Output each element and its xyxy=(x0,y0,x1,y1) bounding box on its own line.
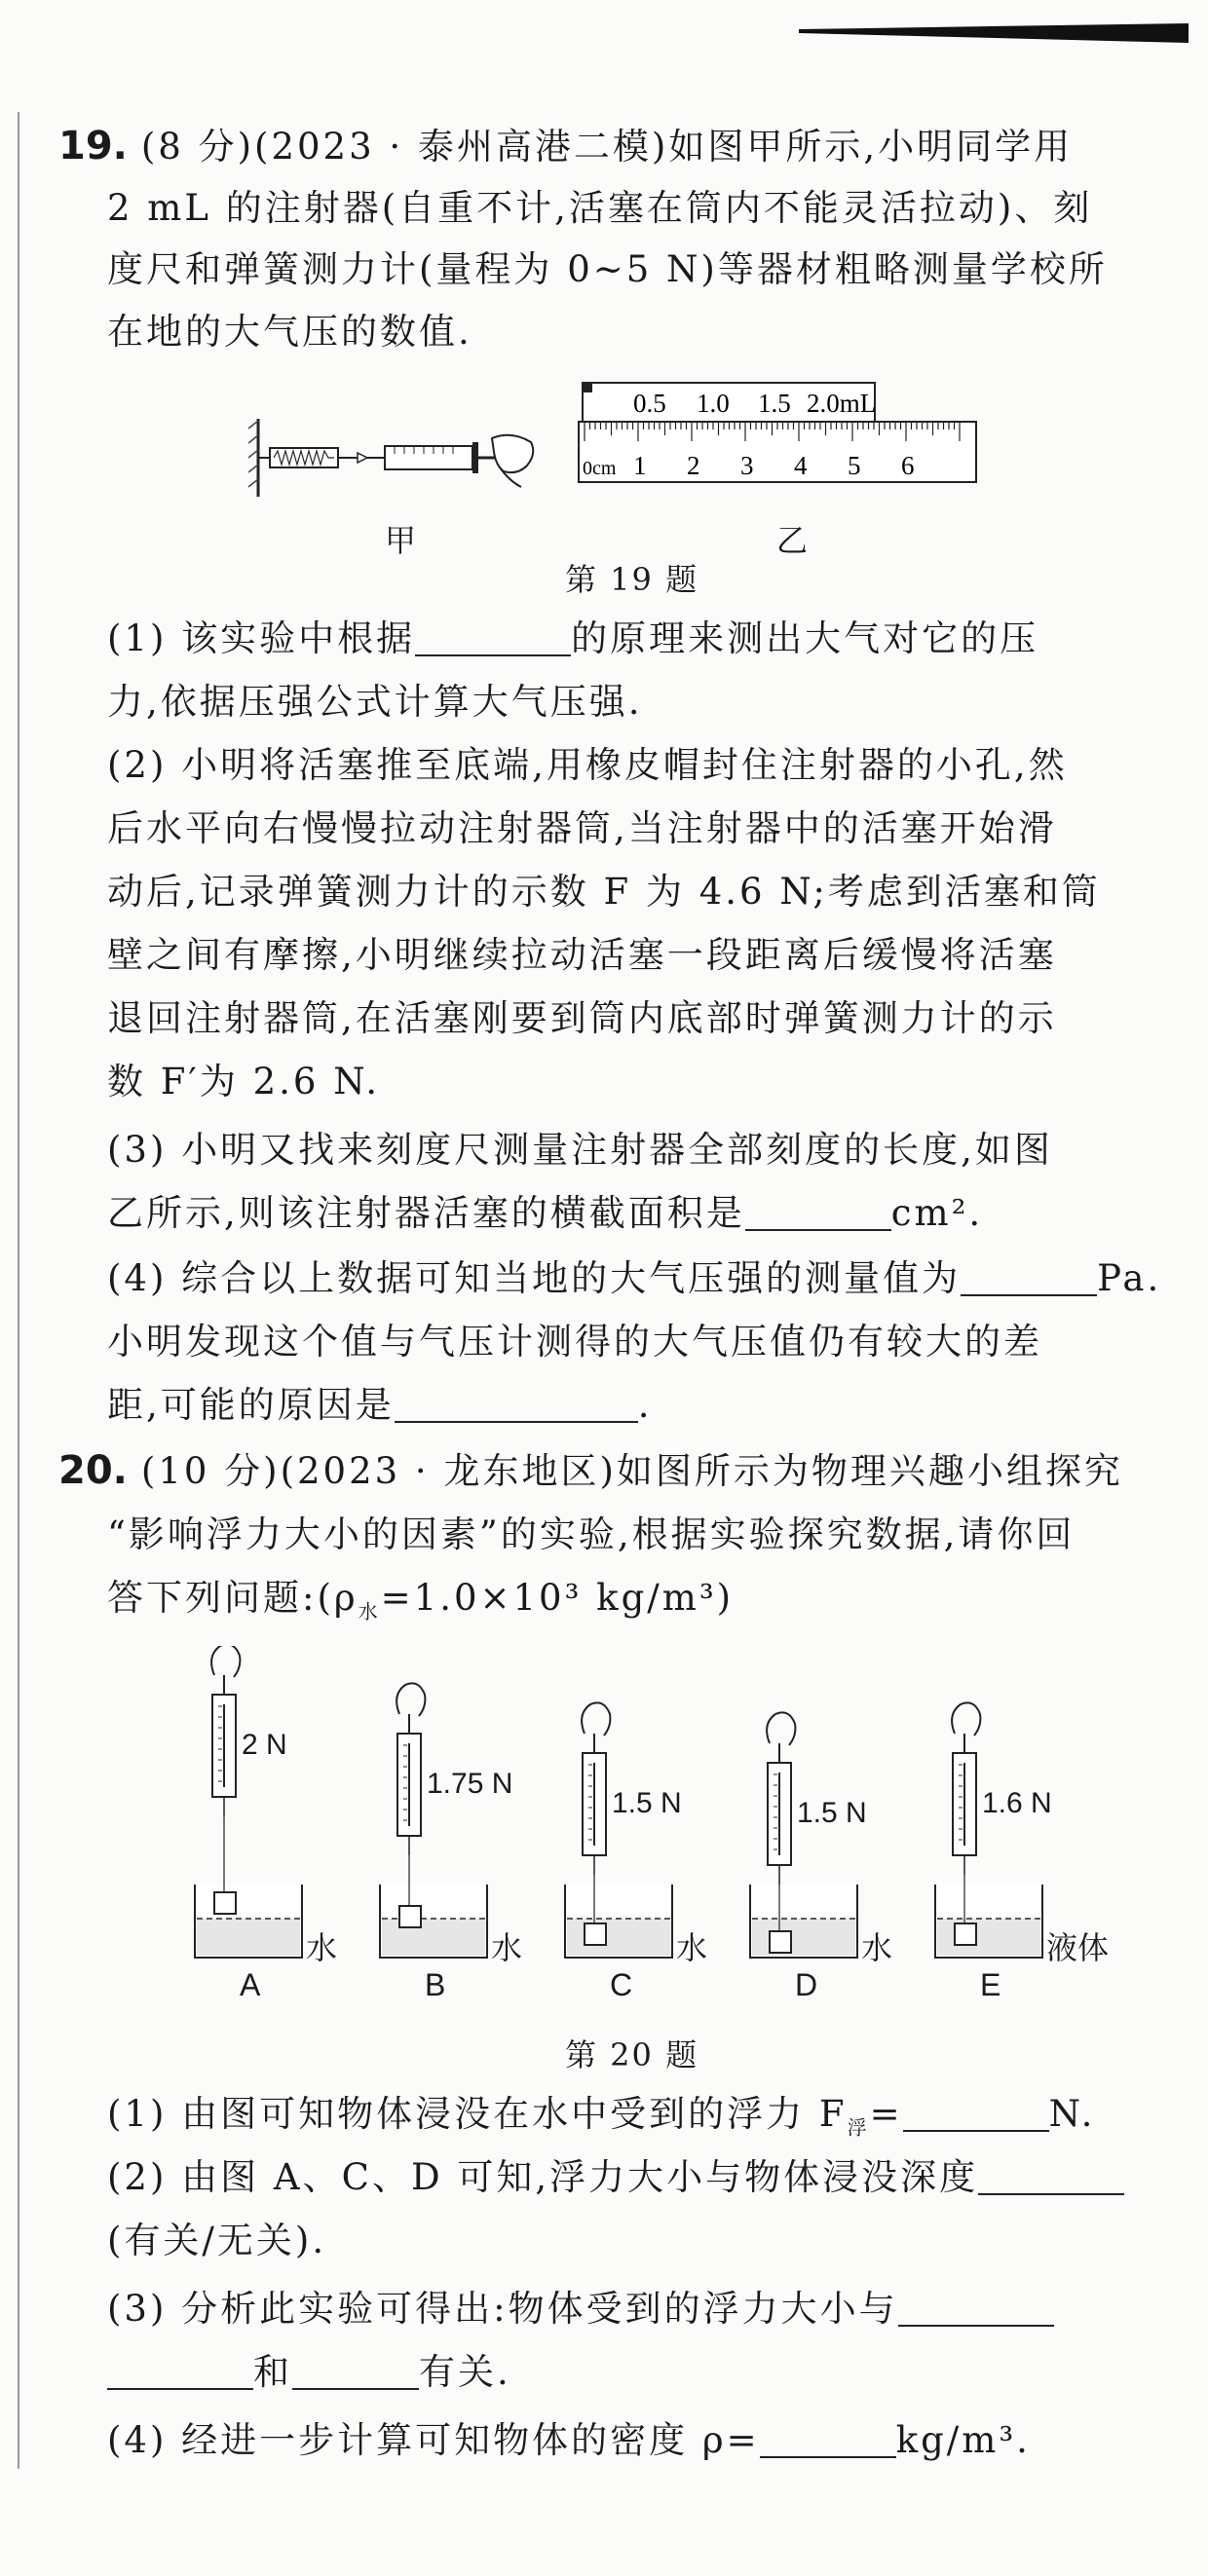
ruler-bottom-label-4: 4 xyxy=(794,451,808,480)
q19-blank4[interactable] xyxy=(395,1388,638,1423)
q20-p4a: (4) 经进一步计算可知物体的密度 ρ= xyxy=(107,2419,760,2461)
q19-p3c: cm² xyxy=(890,1192,969,1234)
q19-part3-line2 xyxy=(107,1183,983,1236)
ruler-figure xyxy=(575,375,984,487)
q20-blank3a[interactable] xyxy=(898,2292,1054,2327)
q20-blank1[interactable] xyxy=(903,2097,1049,2132)
q19-blank1[interactable] xyxy=(415,621,571,656)
scale-reading-A: 2 N xyxy=(242,1729,287,1761)
q20-blank3c[interactable] xyxy=(292,2355,419,2390)
scale-reading-B: 1.75 N xyxy=(427,1768,513,1800)
liquid-label-D: 水 xyxy=(861,1929,893,1966)
left-margin-rule xyxy=(18,112,19,2469)
q20-caption: 第 20 题 xyxy=(565,2036,699,2073)
q20-part2-line2: (有关/无关). xyxy=(107,2220,327,2261)
q20-p4b: kg/m³. xyxy=(895,2419,1031,2461)
q20-p1c: N. xyxy=(1048,2093,1096,2135)
q19-p4a: (4) 综合以上数据可知当地的大气压强的测量值为 xyxy=(107,1257,962,1299)
q19-part2-line3: 动后,记录弹簧测力计的示数 F 为 4.6 N;考虑到活塞和筒 xyxy=(107,871,1101,913)
q19-p3b: 乙所示,则该注射器活塞的横截面积是 xyxy=(107,1192,745,1234)
syringe-figure xyxy=(248,399,541,506)
q20-line3a: 答下列问题:(ρ xyxy=(107,1577,359,1619)
q19-line4: 在地的大气压的数值. xyxy=(107,311,472,353)
q19-part4-line3 xyxy=(107,1375,653,1428)
q20-number: 20. xyxy=(58,1448,128,1493)
q20-part4 xyxy=(107,2410,1031,2463)
scale-reading-E: 1.6 N xyxy=(982,1787,1052,1819)
q19-p4e: . xyxy=(637,1384,653,1426)
ruler-top-label-2: 1.0 xyxy=(697,389,730,418)
q19-part4-line2: 小明发现这个值与气压计测得的大气压值仍有较大的差 xyxy=(107,1321,1042,1363)
q20-blank2[interactable] xyxy=(978,2160,1124,2195)
q20-line3sub: 水 xyxy=(358,1599,381,1624)
q19-part1-line1 xyxy=(107,609,1038,661)
q20-line1 xyxy=(58,1441,1123,1494)
q20-p1sub: 浮 xyxy=(847,2115,870,2140)
q19-text1: (8 分)(2023 · 泰州高港二模)如图甲所示,小明同学用 xyxy=(140,126,1074,168)
q20-p3c: 有关. xyxy=(419,2351,511,2393)
ruler-bottom-label-1: 1 xyxy=(633,451,647,480)
q20-line3b: =1.0×10³ kg/m³) xyxy=(380,1577,735,1619)
liquid-label-A: 水 xyxy=(306,1929,338,1966)
scale-reading-C: 1.5 N xyxy=(612,1787,682,1819)
q19-line1 xyxy=(58,117,1073,169)
ruler-top-label-1: 0.5 xyxy=(633,389,666,418)
ruler-top-label-4: 2.0mL xyxy=(807,389,877,418)
buoyancy-figure xyxy=(185,1646,1110,2016)
q19-part2-line5: 退回注射器筒,在活塞刚要到筒内底部时弹簧测力计的示 xyxy=(107,997,1057,1039)
setup-letter-A: A xyxy=(240,1967,261,2002)
scale-reading-D: 1.5 N xyxy=(797,1797,867,1829)
q19-caption: 第 19 题 xyxy=(565,561,699,598)
q20-part3-line2 xyxy=(107,2342,511,2395)
q20-part2-line1 xyxy=(107,2147,1124,2200)
top-decoration-bar xyxy=(799,23,1189,43)
q19-line3: 度尺和弹簧测力计(量程为 0~5 N)等器材粗略测量学校所 xyxy=(107,248,1108,290)
q20-p3b: 和 xyxy=(253,2351,292,2393)
q20-blank4[interactable] xyxy=(760,2423,896,2458)
setup-letter-E: E xyxy=(980,1967,1001,2002)
q20-text1: (10 分)(2023 · 龙东地区)如图所示为物理兴趣小组探究 xyxy=(140,1450,1123,1492)
q19-p1b: 的原理来测出大气对它的压 xyxy=(571,617,1039,659)
liquid-label-C: 水 xyxy=(676,1929,708,1966)
q19-line2: 2 mL 的注射器(自重不计,活塞在筒内不能灵活拉动)、刻 xyxy=(107,187,1093,229)
q19-p4b: Pa. xyxy=(1097,1257,1162,1299)
q19-part1-line2: 力,依据压强公式计算大气压强. xyxy=(107,681,643,723)
q19-part3-line1: (3) 小明又找来刻度尺测量注射器全部刻度的长度,如图 xyxy=(107,1129,1053,1171)
ruler-bottom-label-3: 3 xyxy=(740,451,754,480)
q19-part2-line4: 壁之间有摩擦,小明继续拉动活塞一段距离后缓慢将活塞 xyxy=(107,934,1057,976)
q19-part2-line2: 后水平向右慢慢拉动注射器筒,当注射器中的活塞开始滑 xyxy=(107,807,1057,849)
liquid-label-E: 液体 xyxy=(1046,1929,1110,1966)
q19-part2-line6: 数 F′为 2.6 N. xyxy=(107,1061,380,1102)
q19-blank2[interactable] xyxy=(745,1196,891,1231)
q19-blank3[interactable] xyxy=(961,1261,1097,1296)
ruler-bottom-label-2: 2 xyxy=(687,451,700,480)
q20-line2: “影响浮力大小的因素”的实验,根据实验探究数据,请你回 xyxy=(107,1513,1076,1555)
fig-label-yi: 乙 xyxy=(776,522,809,559)
fig-label-jia: 甲 xyxy=(385,522,417,559)
ruler-bottom-label-6: 6 xyxy=(901,451,915,480)
liquid-label-B: 水 xyxy=(491,1929,523,1966)
q20-part3-line1 xyxy=(107,2279,1054,2332)
q19-part4-line1 xyxy=(107,1249,1161,1301)
q20-line3 xyxy=(107,1568,734,1624)
q20-p2a: (2) 由图 A、C、D 可知,浮力大小与物体浸没深度 xyxy=(107,2156,979,2198)
ruler-top-label-3: 1.5 xyxy=(758,389,791,418)
q19-p3d: . xyxy=(968,1192,984,1234)
setup-letter-C: C xyxy=(610,1967,633,2002)
q19-part2-line1: (2) 小明将活塞推至底端,用橡皮帽封住注射器的小孔,然 xyxy=(107,744,1068,786)
q20-p3a: (3) 分析此实验可得出:物体受到的浮力大小与 xyxy=(107,2288,898,2330)
q20-p1a: (1) 由图可知物体浸没在水中受到的浮力 F xyxy=(107,2093,848,2135)
q19-p1a: (1) 该实验中根据 xyxy=(107,617,416,659)
setup-letter-B: B xyxy=(425,1967,446,2002)
q19-p4d: 距,可能的原因是 xyxy=(107,1384,395,1426)
setup-letter-D: D xyxy=(795,1967,818,2002)
q20-part1 xyxy=(107,2084,1095,2140)
q20-blank3b[interactable] xyxy=(107,2355,253,2390)
ruler-bottom-label-5: 5 xyxy=(848,451,861,480)
q20-p1b: = xyxy=(869,2093,903,2135)
ruler-bottom-label-0: 0cm xyxy=(583,458,617,479)
q19-number: 19. xyxy=(58,124,128,168)
